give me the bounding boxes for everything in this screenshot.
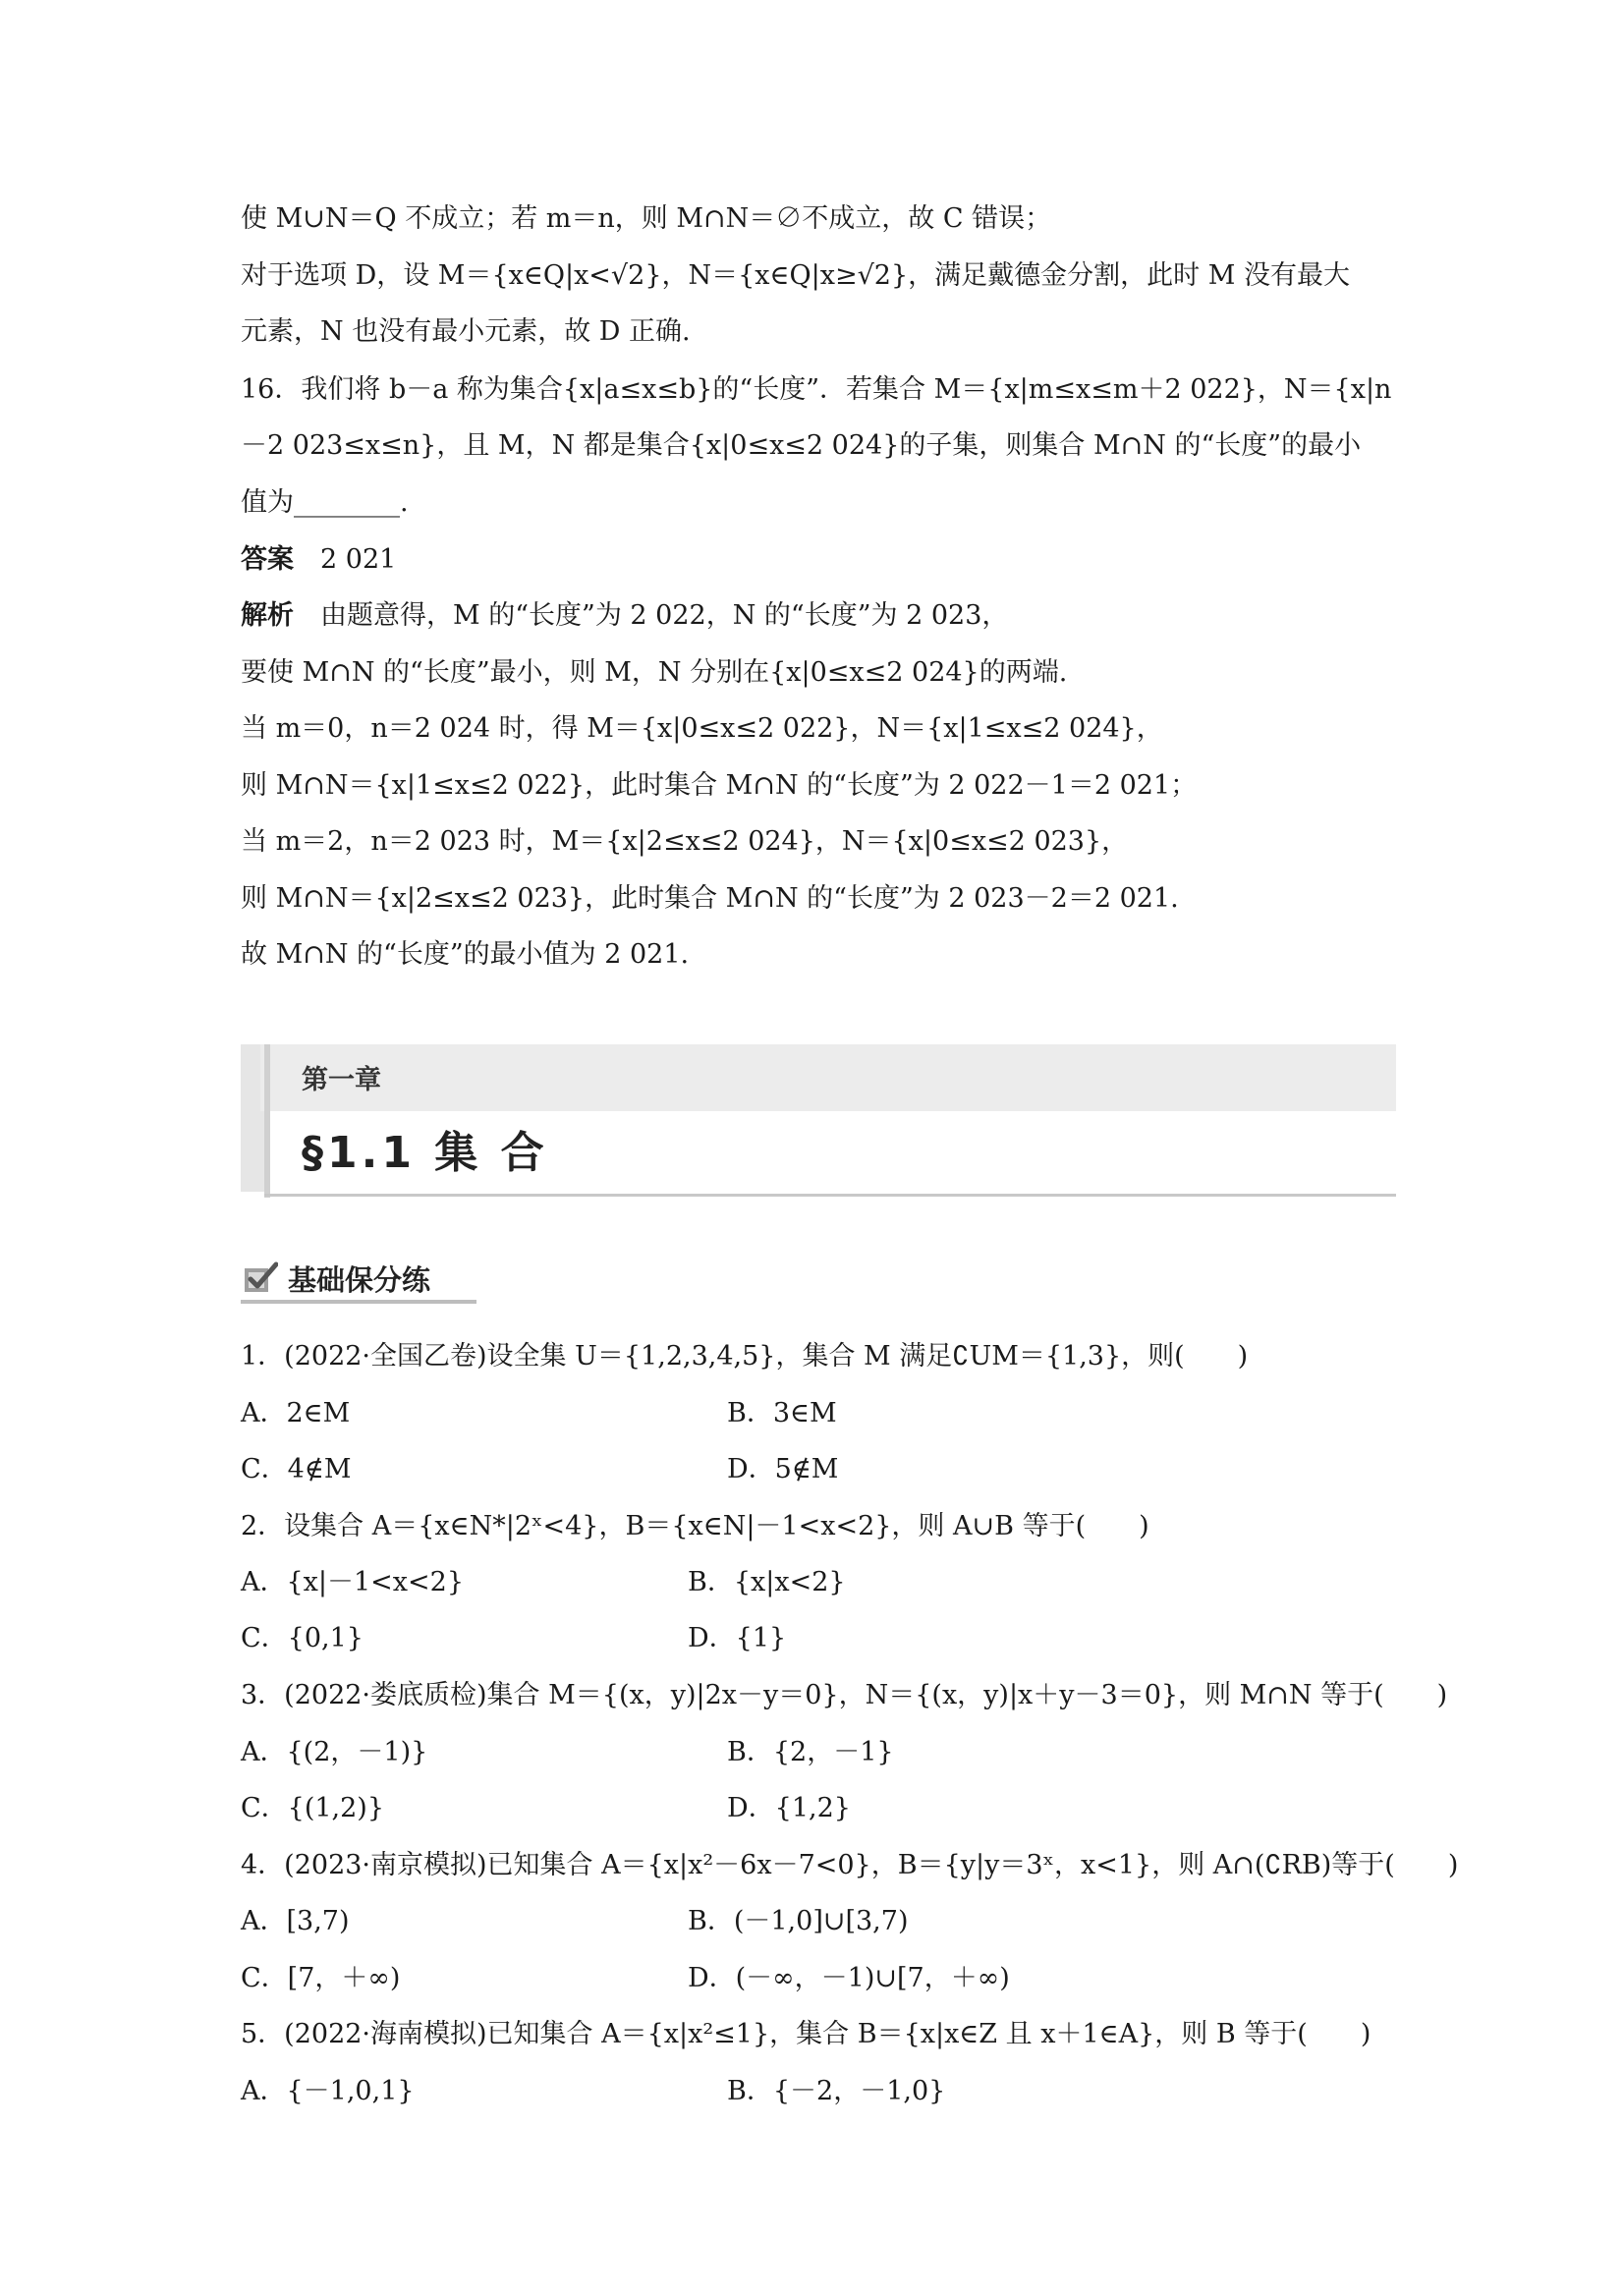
section-heading [241,1255,476,1304]
option: A．2∈M [241,1398,351,1428]
option: B．3∈M [727,1398,837,1428]
option: D．5∉M [727,1454,839,1484]
analysis-line: 故 M∩N 的“长度”的最小值为 2 021. [241,939,690,970]
question-2: 2．设集合 A＝{x∈N*|2ˣ<4}，B＝{x∈N|－1<x<2}，则 A∪B 等于( ) [241,1511,1149,1541]
option: B．{2，－1} [727,1737,894,1767]
option: C．{(1,2)} [241,1793,385,1823]
text-line: 使 M∪N＝Q 不成立；若 m＝n，则 M∩N＝∅不成立，故 C 错误； [241,203,1052,234]
option: D．(－∞，－1)∪[7，＋∞) [688,1963,1010,1993]
option: D．{1} [688,1623,787,1653]
chapter-left-bar [264,1044,270,1198]
checkbox-check-icon [243,1260,278,1294]
option: A．{(2，－1)} [241,1737,428,1767]
analysis-line [241,596,1008,636]
section-underline [241,1300,476,1304]
option: A．[3,7) [241,1906,350,1936]
option: C．4∉M [241,1454,352,1484]
analysis-line: 当 m＝0，n＝2 024 时，得 M＝{x|0≤x≤2 022}，N＝{x|1≤x≤2 024}， [241,713,1163,744]
question-1: 1．(2022·全国乙卷)设全集 U＝{1,2,3,4,5}，集合 M 满足∁UM＝{1,3}，则( ) [241,1341,1249,1372]
analysis-line: 则 M∩N＝{x|1≤x≤2 022}，此时集合 M∩N 的“长度”为 2 022－1＝2 021； [241,770,1198,801]
option: A．{x|－1<x<2} [241,1567,465,1597]
chapter-label: 第一章 [302,1065,381,1095]
chapter-header [241,1044,1396,1200]
option: A．{－1,0,1} [241,2076,415,2106]
option: C．[7，＋∞) [241,1963,401,1993]
answer-value: 2 021 [320,544,397,575]
answer-line [241,540,396,580]
analysis-line: 则 M∩N＝{x|2≤x≤2 023}，此时集合 M∩N 的“长度”为 2 023－2＝2 021. [241,883,1179,914]
section-title: §1.1 集 合 [302,1128,548,1178]
question-5: 5．(2022·海南模拟)已知集合 A＝{x|x²≤1}，集合 B＝{x|x∈Z 且 x＋1∈A}，则 B 等于( ) [241,2019,1371,2049]
answer-label: 答案 [241,544,294,575]
problem-16-line: 16．我们将 b－a 称为集合{x|a≤x≤b}的“长度”．若集合 M＝{x|m≤x≤m＋2 022}，N＝{x|n [241,374,1392,405]
option: B．{－2，－1,0} [727,2076,946,2106]
analysis-text: 由题意得，M 的“长度”为 2 022，N 的“长度”为 2 023， [320,600,1009,631]
problem-16-line: －2 023≤x≤n}，且 M，N 都是集合{x|0≤x≤2 024}的子集，则集合 M∩N 的“长度”的最小 [241,430,1362,461]
question-3: 3．(2022·娄底质检)集合 M＝{(x，y)|2x－y＝0}，N＝{(x，y)|x＋y－3＝0}，则 M∩N 等于( ) [241,1680,1448,1710]
text-line: 对于选项 D，设 M＝{x∈Q|x<√2}，N＝{x∈Q|x≥√2}，满足戴德金分割，此时 M 没有最大 [241,260,1350,291]
option: C．{0,1} [241,1623,364,1653]
question-4: 4．(2023·南京模拟)已知集合 A＝{x|x²－6x－7<0}，B＝{y|y＝3ˣ，x<1}，则 A∩(∁RB)等于( ) [241,1850,1459,1880]
analysis-line: 当 m＝2，n＝2 023 时，M＝{x|2≤x≤2 024}，N＝{x|0≤x≤2 023}， [241,826,1129,857]
problem-16-line: 值为________. [241,487,409,518]
option: D．{1,2} [727,1793,851,1823]
analysis-line: 要使 M∩N 的“长度”最小，则 M，N 分别在{x|0≤x≤2 024}的两端. [241,657,1068,688]
option: B．{x|x<2} [688,1567,846,1597]
option: B．(－1,0]∪[3,7) [688,1906,909,1936]
chapter-top-band [260,1044,1396,1111]
section-heading-text: 基础保分练 [288,1263,431,1297]
chapter-bottom-line [264,1194,1396,1197]
analysis-label: 解析 [241,600,294,631]
text-line: 元素，N 也没有最小元素，故 D 正确. [241,316,691,347]
